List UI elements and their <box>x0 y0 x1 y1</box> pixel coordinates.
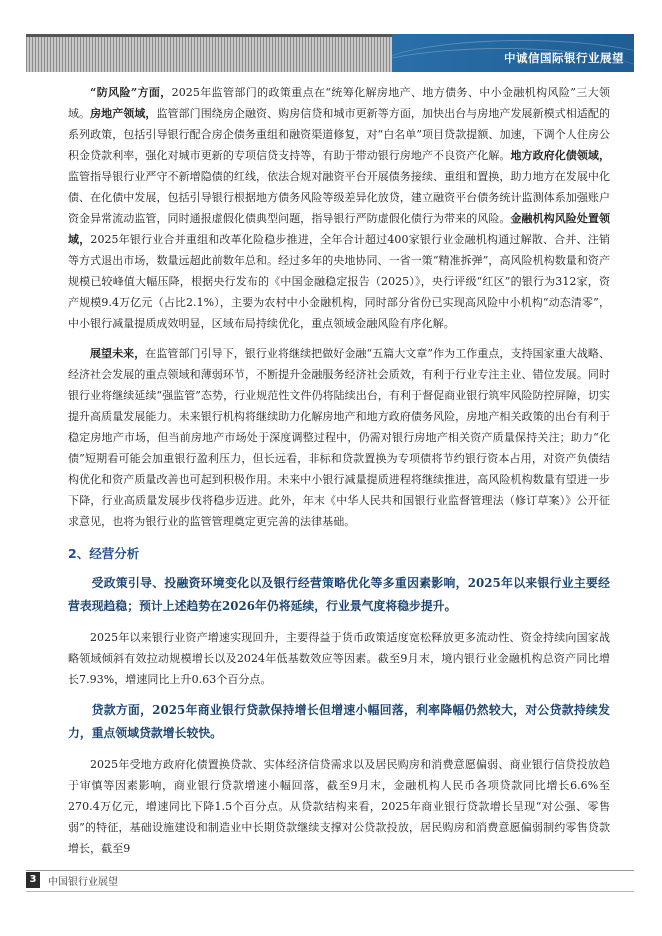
body-text: 2025年监管部门的政策重点在“统筹化解房地产、地方债务、中小金融机构风险”三大领域。 <box>68 86 610 120</box>
header-brand-block <box>392 34 634 72</box>
paragraph-outlook <box>68 343 610 532</box>
bold-heading-phrase: 展望未来， <box>90 347 146 360</box>
bold-heading-phrase: 金融机构风险处置领域， <box>68 212 610 246</box>
lead-paragraph-performance: 受政策引导、投融资环境变化以及银行经营策略优化等多重因素影响，2025年以来银行业主要经营表现趋稳；预计上述趋势在2026年仍将延续，行业景气度将稳步提升。 <box>68 576 610 613</box>
bold-heading-phrase: 地方政府化债领域， <box>510 149 610 162</box>
bold-heading-phrase: 房地产领域， <box>90 107 157 120</box>
body-text: 监管指导银行业严守不新增隐债的红线，依法合规对融资平台开展债务接续、重组和置换，助力地方在发展中化债、在化债中发展，包括引导银行根据地方债务风险等级差异化放贷，建立融资平台债务统计监测体系加强账户资金异常流动监管，同时通报虚假化债典型问题，指导银行严防虚假化债行为带来的风险。 <box>68 170 610 225</box>
section-title: 2、经营分析 <box>68 546 140 561</box>
report-title: 中诚信国际银行业展望 <box>504 51 624 65</box>
lead-paragraph-loans: 贷款方面，2025年商业银行贷款保持增长但增速小幅回落，利率降幅仍然较大，对公贷款持续发力，重点领域贷款增长较快。 <box>68 703 610 740</box>
bold-heading-phrase: “防风险”方面， <box>90 86 172 99</box>
footer-report-name: 中国银行业展望 <box>48 877 118 888</box>
footer-bottom-line <box>26 891 634 892</box>
paragraph-risk-prevention <box>68 82 610 334</box>
footer-divider <box>26 870 634 871</box>
body-text: 监管部门围绕房企融资、购房信贷和城市更新等方面，加快出台与房地产发展新模式相适配的系列政策，包括引导银行配合房企债务重组和融资渠道修复，对“白名单”项目贷款提额、加速，下调个人住房公积金贷款利率，强化对城市更新的专项信贷支持等，有助于带动银行房地产不良资产化解。 <box>68 107 610 162</box>
page-number: 3 <box>26 872 40 888</box>
body-text: 2025年银行业合并重组和改革化险稳步推进，全年合计超过400家银行业金融机构通过解散、合并、注销等方式退出市场，数量远超此前数年总和。经过多年的央地协同、一省一策“精准拆弹”，高风险机构数量和资产规模已较峰值大幅压降，根据央行发布的《中国金融稳定报告（2025）》，央行评级“红区”的银行为312家，资产规模9.4万亿元（占比2.1%），主要为农村中小金融机构，同时部分省份已实现高风险中小机构“动态清零”，中小银行减量提质成效明显，区域布局持续优化，重点领域金融风险有序化解。 <box>68 233 610 330</box>
body-text: 在监管部门引导下，银行业将继续把做好金融“五篇大文章”作为工作重点，支持国家重大战略、经济社会发展的重点领域和薄弱环节，不断提升金融服务经济社会质效，有利于行业专注主业、错位发展。同时银行业将继续延续“强监管”态势，行业规范性文件仍将陆续出台，有利于督促商业银行筑牢风险防控屏障，切实提升高质量发展能力。未来银行机构将继续助力化解房地产和地方政府债务风险，房地产相关政策的出台有利于稳定房地产市场，但当前房地产市场处于深度调整过程中，仍需对银行房地产相关资产质量保持关注；助力“化债”短期看可能会加重银行盈利压力，但长远看，非标和贷款置换为专项债将节约银行资本占用，对资产负债结构优化和资产质量改善也可起到积极作用。未来中小银行减量提质进程将继续推进，高风险机构数量有望进一步下降，行业高质量发展步伐将稳步迈进。此外，年末《中华人民共和国银行业监督管理法（修订草案）》公开征求意见，也将为银行业的监管管理奠定更完善的法律基础。 <box>68 347 610 528</box>
paragraph-loan-detail: 2025年受地方政府化债置换贷款、实体经济信贷需求以及居民购房和消费意愿偏弱、商业银行信贷投放趋于审慎等因素影响，商业银行贷款增速小幅回落，截至9月末，金融机构人民币各项贷款同比增长6.6%至270.4万亿元，增速同比下降1.5个百分点。从贷款结构来看，2025年商业银行贷款增长呈现“对公强、零售弱”的特征，基础设施建设和制造业中长期贷款继续支撑对公贷款投放，居民购房和消费意愿偏弱制约零售贷款增长，截至9 <box>68 758 610 855</box>
paragraph-asset-growth: 2025年以来银行业资产增速实现回升，主要得益于货币政策适度宽松释放更多流动性、资金持续向国家战略领域倾斜有效拉动规模增长以及2024年低基数效应等因素。截至9月末，境内银行业金融机构总资产同比增长7.93%，增速同比上升0.63个百分点。 <box>68 631 610 686</box>
page-body <box>68 82 610 859</box>
